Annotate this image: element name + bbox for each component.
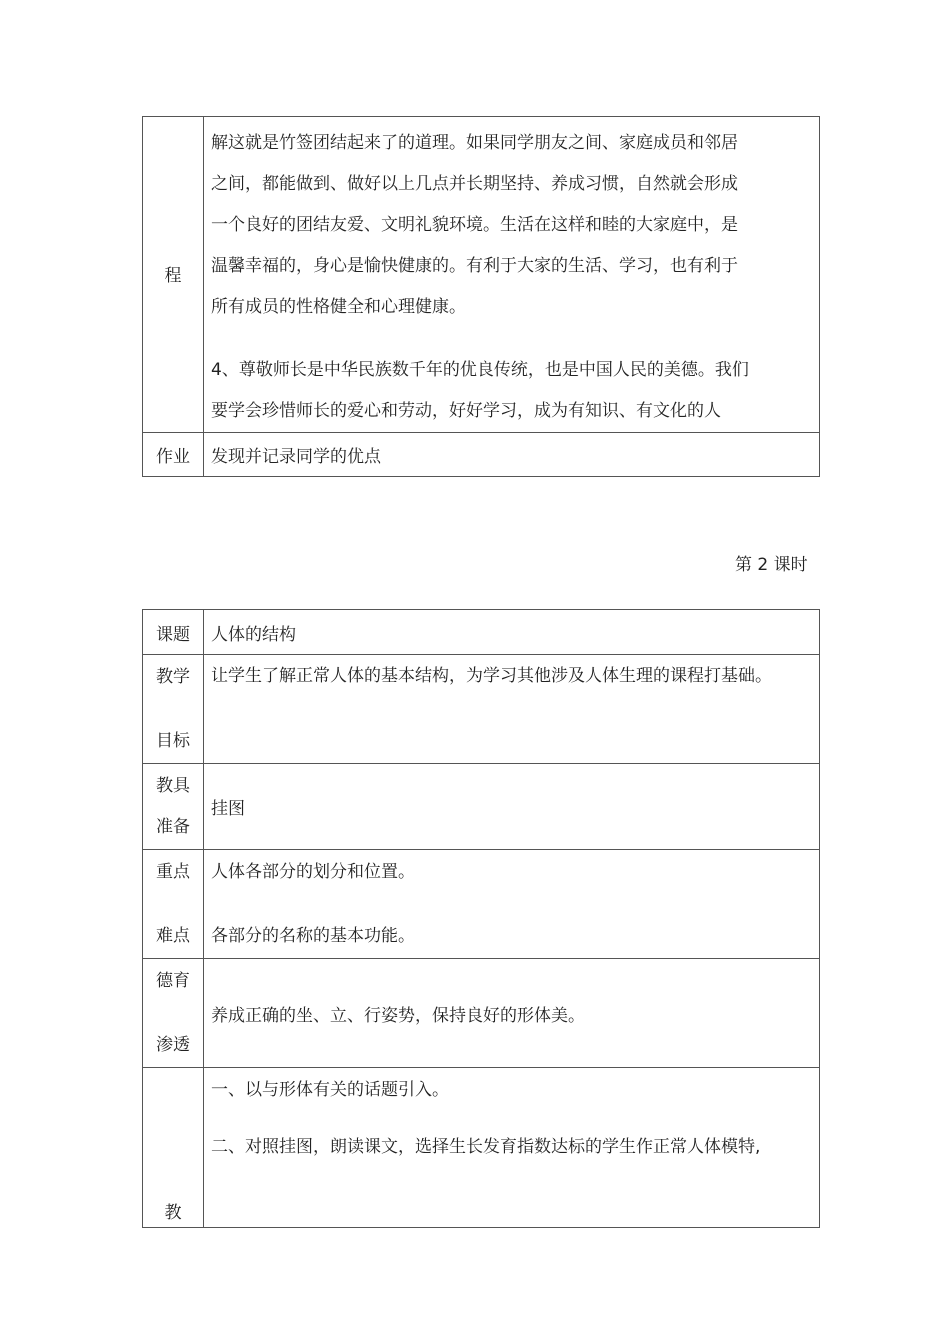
lesson-table-2 bbox=[142, 609, 820, 1228]
tools-label-1: 教具 bbox=[156, 776, 190, 796]
moral-text: 养成正确的坐、立、行姿势，保持良好的形体美。 bbox=[204, 959, 820, 1068]
topic-text: 人体的结构 bbox=[204, 610, 820, 655]
goal-label-cell bbox=[143, 655, 204, 764]
text-line: 一个良好的团结友爱、文明礼貌环境。生活在这样和睦的大家庭中，是 bbox=[211, 215, 738, 235]
process-steps-cell bbox=[204, 1068, 820, 1228]
goal-text: 让学生了解正常人体的基本结构，为学习其他涉及人体生理的课程打基础。 bbox=[204, 655, 820, 764]
paragraph-2 bbox=[211, 350, 813, 432]
key-diff-label-cell bbox=[143, 850, 204, 959]
key-label: 重点 bbox=[156, 862, 190, 882]
homework-label: 作业 bbox=[143, 433, 204, 477]
text-line: 要学会珍惜师长的爱心和劳动，好好学习，成为有知识、有文化的人 bbox=[211, 401, 721, 421]
process-label-cell-2 bbox=[143, 1068, 204, 1228]
process-label: 程 bbox=[164, 266, 182, 286]
lesson-table-1 bbox=[142, 116, 820, 477]
goal-label-1: 教学 bbox=[156, 667, 190, 687]
text-line: 之间，都能做到、做好以上几点并长期坚持、养成习惯，自然就会形成 bbox=[211, 174, 738, 194]
paragraph-1 bbox=[211, 117, 813, 328]
process-label-cell bbox=[143, 117, 204, 433]
process-label-2: 教 bbox=[164, 1203, 182, 1223]
goal-label-2: 目标 bbox=[156, 731, 190, 751]
key-text: 人体各部分的划分和位置。 bbox=[211, 862, 415, 882]
text-line: 所有成员的性格健全和心理健康。 bbox=[211, 297, 466, 317]
moral-label-cell bbox=[143, 959, 204, 1068]
key-diff-cell bbox=[204, 850, 820, 959]
process-content-cell bbox=[204, 117, 820, 433]
text-line: 4、尊敬师长是中华民族数千年的优良传统，也是中国人民的美德。我们 bbox=[211, 360, 749, 380]
tools-label-cell bbox=[143, 764, 204, 850]
process-step-2: 二、对照挂图，朗读课文，选择生长发育指数达标的学生作正常人体模特, bbox=[211, 1137, 761, 1157]
lesson-number: 第 2 课时 bbox=[735, 555, 808, 575]
text-line: 解这就是竹签团结起来了的道理。如果同学朋友之间、家庭成员和邻居 bbox=[211, 133, 738, 153]
process-step-1: 一、以与形体有关的话题引入。 bbox=[211, 1080, 449, 1100]
moral-label-1: 德育 bbox=[156, 971, 190, 991]
difficulty-text: 各部分的名称的基本功能。 bbox=[211, 926, 415, 946]
homework-text: 发现并记录同学的优点 bbox=[204, 433, 820, 477]
tools-text: 挂图 bbox=[204, 764, 820, 850]
difficulty-label: 难点 bbox=[156, 926, 190, 946]
tools-label-2: 准备 bbox=[156, 817, 190, 837]
moral-label-2: 渗透 bbox=[156, 1035, 190, 1055]
text-line: 温馨幸福的，身心是愉快健康的。有利于大家的生活、学习，也有利于 bbox=[211, 256, 738, 276]
topic-label: 课题 bbox=[143, 610, 204, 655]
